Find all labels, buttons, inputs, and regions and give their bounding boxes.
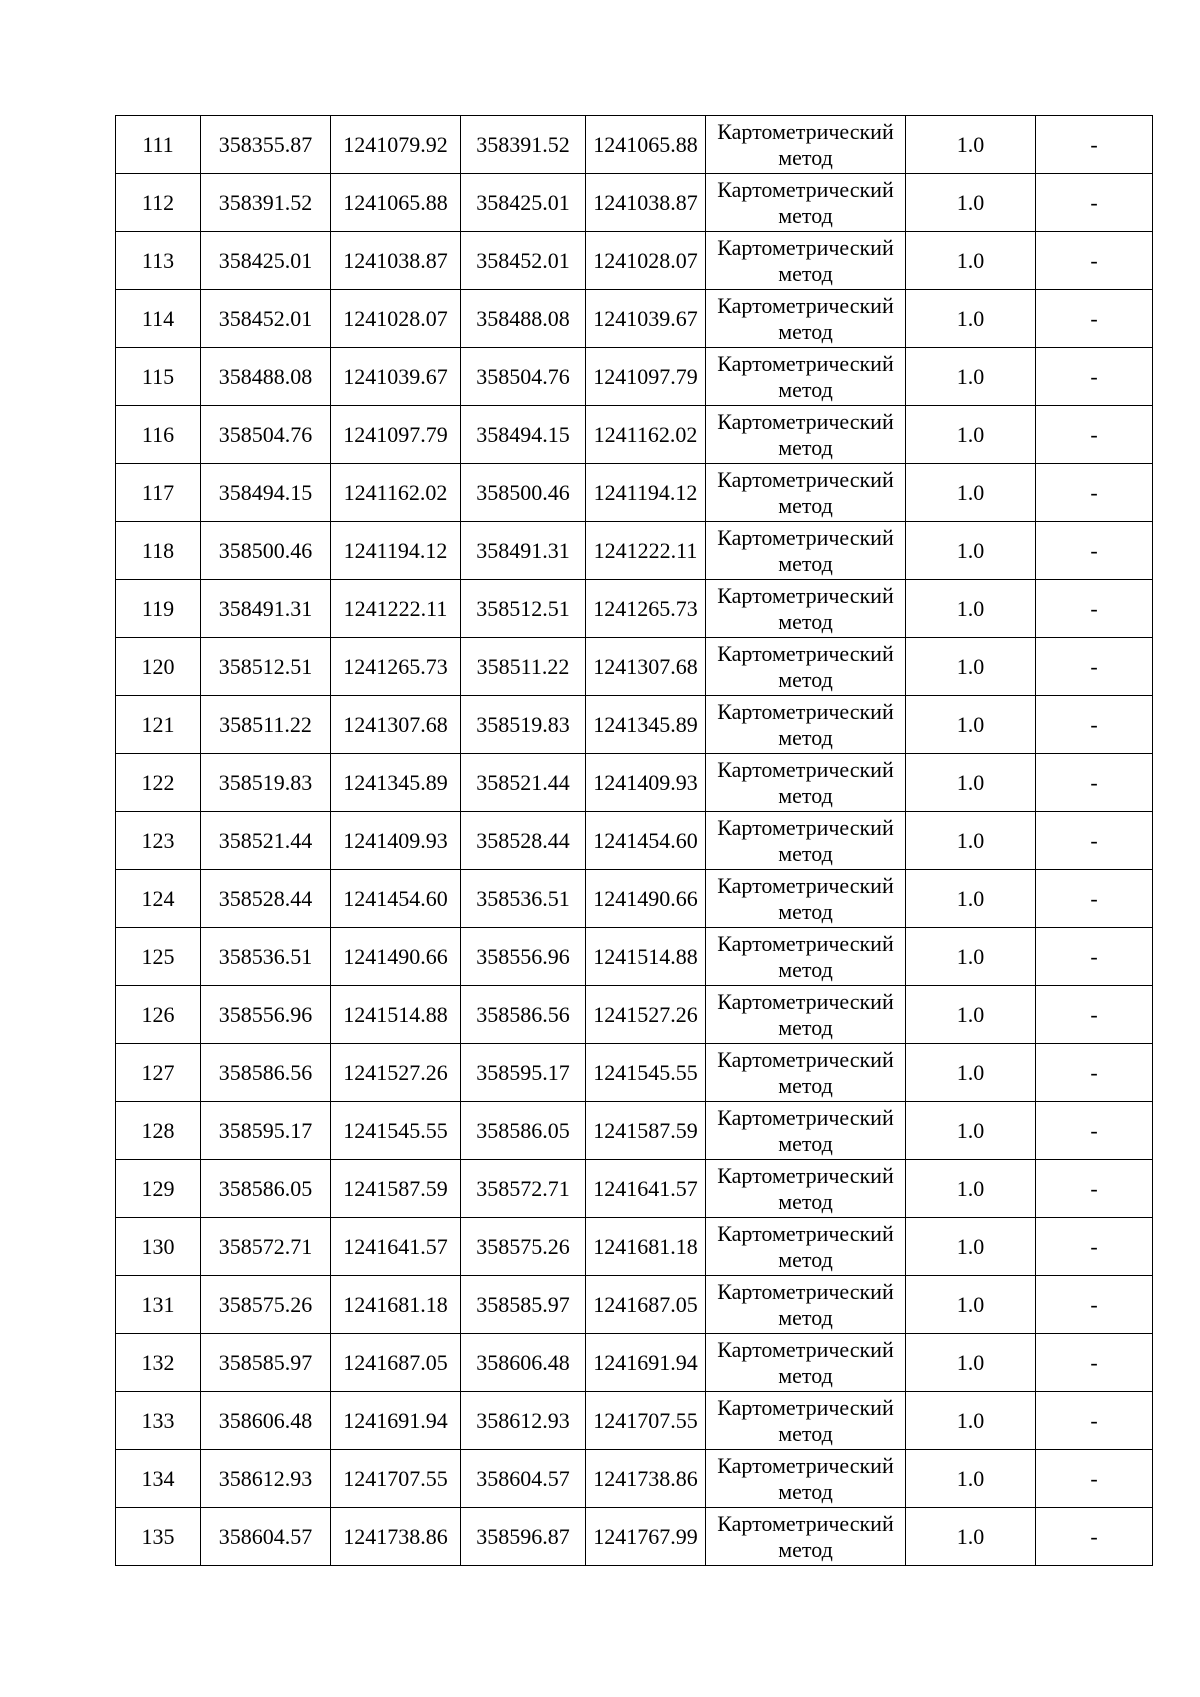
cell-method xyxy=(706,812,906,870)
cell-accuracy: 1.0 xyxy=(906,1392,1036,1450)
cell-method xyxy=(706,174,906,232)
cell-x-end: 358536.51 xyxy=(461,870,586,928)
method-line-1: Картометрический xyxy=(717,1510,894,1536)
method-line-2: метод xyxy=(778,1188,833,1214)
cell-y-end: 1241345.89 xyxy=(586,696,706,754)
table-row xyxy=(116,986,1153,1044)
cell-x-end: 358586.05 xyxy=(461,1102,586,1160)
cell-note: - xyxy=(1036,406,1153,464)
cell-y-start: 1241097.79 xyxy=(331,406,461,464)
cell-x-end: 358528.44 xyxy=(461,812,586,870)
method-line-2: метод xyxy=(778,550,833,576)
method-line-2: метод xyxy=(778,956,833,982)
cell-y-end: 1241545.55 xyxy=(586,1044,706,1102)
cell-y-start: 1241707.55 xyxy=(331,1450,461,1508)
cell-note: - xyxy=(1036,1276,1153,1334)
cell-point-number: 112 xyxy=(116,174,201,232)
method-line-1: Картометрический xyxy=(717,524,894,550)
cell-note: - xyxy=(1036,870,1153,928)
cell-note: - xyxy=(1036,1102,1153,1160)
table-row xyxy=(116,116,1153,174)
cell-x-end: 358391.52 xyxy=(461,116,586,174)
cell-x-end: 358586.56 xyxy=(461,986,586,1044)
cell-y-end: 1241687.05 xyxy=(586,1276,706,1334)
cell-y-end: 1241162.02 xyxy=(586,406,706,464)
table-row xyxy=(116,696,1153,754)
method-line-1: Картометрический xyxy=(717,1278,894,1304)
cell-x-end: 358572.71 xyxy=(461,1160,586,1218)
cell-method xyxy=(706,1508,906,1566)
cell-y-end: 1241454.60 xyxy=(586,812,706,870)
cell-method xyxy=(706,1102,906,1160)
method-line-2: метод xyxy=(778,434,833,460)
table-row xyxy=(116,1334,1153,1392)
cell-note: - xyxy=(1036,1508,1153,1566)
cell-y-end: 1241514.88 xyxy=(586,928,706,986)
cell-y-start: 1241545.55 xyxy=(331,1102,461,1160)
cell-method xyxy=(706,1334,906,1392)
cell-y-start: 1241162.02 xyxy=(331,464,461,522)
cell-method xyxy=(706,638,906,696)
cell-y-end: 1241307.68 xyxy=(586,638,706,696)
cell-x-start: 358595.17 xyxy=(201,1102,331,1160)
method-line-1: Картометрический xyxy=(717,640,894,666)
cell-method xyxy=(706,1392,906,1450)
method-line-2: метод xyxy=(778,1536,833,1562)
method-line-2: метод xyxy=(778,1362,833,1388)
cell-point-number: 133 xyxy=(116,1392,201,1450)
cell-method xyxy=(706,116,906,174)
method-line-1: Картометрический xyxy=(717,118,894,144)
cell-y-start: 1241307.68 xyxy=(331,696,461,754)
cell-note: - xyxy=(1036,1160,1153,1218)
cell-method xyxy=(706,986,906,1044)
cell-accuracy: 1.0 xyxy=(906,1334,1036,1392)
table-row xyxy=(116,1160,1153,1218)
method-line-2: метод xyxy=(778,666,833,692)
method-line-2: метод xyxy=(778,1478,833,1504)
table-row xyxy=(116,174,1153,232)
cell-accuracy: 1.0 xyxy=(906,638,1036,696)
method-line-2: метод xyxy=(778,318,833,344)
cell-x-end: 358519.83 xyxy=(461,696,586,754)
table-row xyxy=(116,812,1153,870)
cell-x-start: 358556.96 xyxy=(201,986,331,1044)
method-line-2: метод xyxy=(778,898,833,924)
cell-x-end: 358606.48 xyxy=(461,1334,586,1392)
cell-note: - xyxy=(1036,928,1153,986)
method-line-1: Картометрический xyxy=(717,930,894,956)
cell-accuracy: 1.0 xyxy=(906,754,1036,812)
cell-x-end: 358595.17 xyxy=(461,1044,586,1102)
cell-point-number: 116 xyxy=(116,406,201,464)
cell-x-start: 358604.57 xyxy=(201,1508,331,1566)
cell-method xyxy=(706,1450,906,1508)
table-row xyxy=(116,1102,1153,1160)
cell-method xyxy=(706,464,906,522)
cell-point-number: 125 xyxy=(116,928,201,986)
cell-method xyxy=(706,1218,906,1276)
method-line-1: Картометрический xyxy=(717,698,894,724)
cell-y-end: 1241222.11 xyxy=(586,522,706,580)
cell-method xyxy=(706,928,906,986)
method-line-1: Картометрический xyxy=(717,176,894,202)
cell-y-start: 1241641.57 xyxy=(331,1218,461,1276)
cell-accuracy: 1.0 xyxy=(906,1276,1036,1334)
method-line-1: Картометрический xyxy=(717,1336,894,1362)
cell-point-number: 135 xyxy=(116,1508,201,1566)
cell-x-start: 358355.87 xyxy=(201,116,331,174)
cell-note: - xyxy=(1036,812,1153,870)
cell-point-number: 129 xyxy=(116,1160,201,1218)
cell-x-start: 358572.71 xyxy=(201,1218,331,1276)
cell-method xyxy=(706,696,906,754)
cell-y-start: 1241691.94 xyxy=(331,1392,461,1450)
cell-method xyxy=(706,1160,906,1218)
method-line-1: Картометрический xyxy=(717,1220,894,1246)
cell-accuracy: 1.0 xyxy=(906,696,1036,754)
cell-note: - xyxy=(1036,696,1153,754)
cell-y-end: 1241194.12 xyxy=(586,464,706,522)
method-line-2: метод xyxy=(778,608,833,634)
table-row xyxy=(116,232,1153,290)
document-page xyxy=(115,115,1152,1566)
cell-accuracy: 1.0 xyxy=(906,1102,1036,1160)
cell-y-start: 1241265.73 xyxy=(331,638,461,696)
cell-note: - xyxy=(1036,986,1153,1044)
cell-y-end: 1241707.55 xyxy=(586,1392,706,1450)
cell-method xyxy=(706,290,906,348)
method-line-2: метод xyxy=(778,1014,833,1040)
cell-x-end: 358504.76 xyxy=(461,348,586,406)
cell-accuracy: 1.0 xyxy=(906,116,1036,174)
cell-y-start: 1241490.66 xyxy=(331,928,461,986)
cell-note: - xyxy=(1036,290,1153,348)
cell-x-start: 358521.44 xyxy=(201,812,331,870)
table-row xyxy=(116,1276,1153,1334)
method-line-2: метод xyxy=(778,1304,833,1330)
method-line-2: метод xyxy=(778,144,833,170)
method-line-2: метод xyxy=(778,202,833,228)
cell-x-end: 358494.15 xyxy=(461,406,586,464)
cell-y-start: 1241587.59 xyxy=(331,1160,461,1218)
cell-note: - xyxy=(1036,232,1153,290)
cell-y-start: 1241409.93 xyxy=(331,812,461,870)
cell-y-start: 1241345.89 xyxy=(331,754,461,812)
cell-x-end: 358488.08 xyxy=(461,290,586,348)
cell-note: - xyxy=(1036,580,1153,638)
cell-note: - xyxy=(1036,1218,1153,1276)
cell-accuracy: 1.0 xyxy=(906,580,1036,638)
cell-accuracy: 1.0 xyxy=(906,1044,1036,1102)
method-line-1: Картометрический xyxy=(717,1162,894,1188)
cell-method xyxy=(706,870,906,928)
cell-point-number: 124 xyxy=(116,870,201,928)
cell-x-end: 358511.22 xyxy=(461,638,586,696)
cell-x-end: 358585.97 xyxy=(461,1276,586,1334)
cell-method xyxy=(706,1044,906,1102)
cell-x-end: 358425.01 xyxy=(461,174,586,232)
cell-accuracy: 1.0 xyxy=(906,1508,1036,1566)
cell-x-start: 358585.97 xyxy=(201,1334,331,1392)
cell-x-end: 358491.31 xyxy=(461,522,586,580)
method-line-1: Картометрический xyxy=(717,408,894,434)
method-line-2: метод xyxy=(778,840,833,866)
table-row xyxy=(116,928,1153,986)
cell-y-end: 1241738.86 xyxy=(586,1450,706,1508)
cell-x-start: 358575.26 xyxy=(201,1276,331,1334)
cell-note: - xyxy=(1036,1334,1153,1392)
cell-y-end: 1241265.73 xyxy=(586,580,706,638)
cell-accuracy: 1.0 xyxy=(906,232,1036,290)
cell-x-start: 358500.46 xyxy=(201,522,331,580)
cell-method xyxy=(706,1276,906,1334)
method-line-1: Картометрический xyxy=(717,234,894,260)
cell-accuracy: 1.0 xyxy=(906,522,1036,580)
cell-x-start: 358519.83 xyxy=(201,754,331,812)
cell-x-start: 358504.76 xyxy=(201,406,331,464)
cell-y-start: 1241527.26 xyxy=(331,1044,461,1102)
cell-point-number: 122 xyxy=(116,754,201,812)
cell-x-start: 358512.51 xyxy=(201,638,331,696)
table-row xyxy=(116,754,1153,812)
method-line-2: метод xyxy=(778,1246,833,1272)
cell-y-end: 1241527.26 xyxy=(586,986,706,1044)
cell-note: - xyxy=(1036,522,1153,580)
cell-x-end: 358521.44 xyxy=(461,754,586,812)
cell-y-end: 1241691.94 xyxy=(586,1334,706,1392)
method-line-2: метод xyxy=(778,782,833,808)
cell-y-start: 1241039.67 xyxy=(331,348,461,406)
method-line-1: Картометрический xyxy=(717,1104,894,1130)
cell-x-start: 358606.48 xyxy=(201,1392,331,1450)
table-row xyxy=(116,580,1153,638)
cell-x-end: 358604.57 xyxy=(461,1450,586,1508)
cell-point-number: 127 xyxy=(116,1044,201,1102)
cell-x-start: 358528.44 xyxy=(201,870,331,928)
cell-x-end: 358556.96 xyxy=(461,928,586,986)
cell-point-number: 134 xyxy=(116,1450,201,1508)
method-line-2: метод xyxy=(778,1420,833,1446)
cell-accuracy: 1.0 xyxy=(906,290,1036,348)
cell-x-end: 358612.93 xyxy=(461,1392,586,1450)
coordinates-table xyxy=(115,115,1153,1566)
cell-x-end: 358500.46 xyxy=(461,464,586,522)
cell-y-start: 1241687.05 xyxy=(331,1334,461,1392)
cell-x-start: 358511.22 xyxy=(201,696,331,754)
cell-point-number: 114 xyxy=(116,290,201,348)
cell-x-start: 358586.05 xyxy=(201,1160,331,1218)
cell-accuracy: 1.0 xyxy=(906,406,1036,464)
cell-y-start: 1241454.60 xyxy=(331,870,461,928)
method-line-1: Картометрический xyxy=(717,1046,894,1072)
cell-point-number: 115 xyxy=(116,348,201,406)
cell-y-end: 1241097.79 xyxy=(586,348,706,406)
method-line-1: Картометрический xyxy=(717,872,894,898)
table-row xyxy=(116,638,1153,696)
method-line-2: метод xyxy=(778,260,833,286)
table-body xyxy=(116,116,1153,1566)
cell-note: - xyxy=(1036,116,1153,174)
cell-x-start: 358586.56 xyxy=(201,1044,331,1102)
table-row xyxy=(116,1508,1153,1566)
cell-y-end: 1241039.67 xyxy=(586,290,706,348)
method-line-1: Картометрический xyxy=(717,350,894,376)
cell-note: - xyxy=(1036,1450,1153,1508)
cell-y-end: 1241028.07 xyxy=(586,232,706,290)
cell-y-start: 1241194.12 xyxy=(331,522,461,580)
method-line-2: метод xyxy=(778,376,833,402)
cell-y-end: 1241490.66 xyxy=(586,870,706,928)
cell-x-start: 358536.51 xyxy=(201,928,331,986)
cell-method xyxy=(706,580,906,638)
cell-y-start: 1241028.07 xyxy=(331,290,461,348)
cell-note: - xyxy=(1036,174,1153,232)
cell-accuracy: 1.0 xyxy=(906,986,1036,1044)
method-line-2: метод xyxy=(778,724,833,750)
method-line-2: метод xyxy=(778,492,833,518)
table-row xyxy=(116,1450,1153,1508)
cell-y-end: 1241681.18 xyxy=(586,1218,706,1276)
table-row xyxy=(116,406,1153,464)
method-line-2: метод xyxy=(778,1072,833,1098)
cell-y-start: 1241681.18 xyxy=(331,1276,461,1334)
cell-method xyxy=(706,348,906,406)
cell-point-number: 123 xyxy=(116,812,201,870)
cell-x-end: 358596.87 xyxy=(461,1508,586,1566)
cell-y-start: 1241038.87 xyxy=(331,232,461,290)
cell-note: - xyxy=(1036,348,1153,406)
cell-y-end: 1241767.99 xyxy=(586,1508,706,1566)
cell-accuracy: 1.0 xyxy=(906,870,1036,928)
method-line-2: метод xyxy=(778,1130,833,1156)
cell-point-number: 117 xyxy=(116,464,201,522)
cell-accuracy: 1.0 xyxy=(906,348,1036,406)
table-row xyxy=(116,290,1153,348)
cell-x-end: 358512.51 xyxy=(461,580,586,638)
cell-y-end: 1241587.59 xyxy=(586,1102,706,1160)
cell-y-end: 1241065.88 xyxy=(586,116,706,174)
cell-point-number: 126 xyxy=(116,986,201,1044)
cell-y-start: 1241065.88 xyxy=(331,174,461,232)
cell-method xyxy=(706,754,906,812)
cell-y-start: 1241738.86 xyxy=(331,1508,461,1566)
cell-y-end: 1241038.87 xyxy=(586,174,706,232)
cell-point-number: 121 xyxy=(116,696,201,754)
cell-point-number: 111 xyxy=(116,116,201,174)
cell-accuracy: 1.0 xyxy=(906,928,1036,986)
cell-method xyxy=(706,406,906,464)
cell-note: - xyxy=(1036,464,1153,522)
cell-x-start: 358391.52 xyxy=(201,174,331,232)
table-row xyxy=(116,464,1153,522)
cell-x-start: 358425.01 xyxy=(201,232,331,290)
cell-point-number: 130 xyxy=(116,1218,201,1276)
cell-method xyxy=(706,232,906,290)
method-line-1: Картометрический xyxy=(717,814,894,840)
cell-x-start: 358494.15 xyxy=(201,464,331,522)
method-line-1: Картометрический xyxy=(717,292,894,318)
cell-point-number: 128 xyxy=(116,1102,201,1160)
cell-x-end: 358575.26 xyxy=(461,1218,586,1276)
cell-note: - xyxy=(1036,1392,1153,1450)
cell-point-number: 119 xyxy=(116,580,201,638)
cell-x-start: 358488.08 xyxy=(201,348,331,406)
cell-point-number: 131 xyxy=(116,1276,201,1334)
method-line-1: Картометрический xyxy=(717,1394,894,1420)
cell-x-end: 358452.01 xyxy=(461,232,586,290)
cell-accuracy: 1.0 xyxy=(906,1218,1036,1276)
cell-note: - xyxy=(1036,754,1153,812)
cell-x-start: 358491.31 xyxy=(201,580,331,638)
cell-accuracy: 1.0 xyxy=(906,174,1036,232)
method-line-1: Картометрический xyxy=(717,1452,894,1478)
cell-x-start: 358612.93 xyxy=(201,1450,331,1508)
table-row xyxy=(116,1044,1153,1102)
cell-point-number: 118 xyxy=(116,522,201,580)
cell-y-start: 1241079.92 xyxy=(331,116,461,174)
method-line-1: Картометрический xyxy=(717,756,894,782)
table-row xyxy=(116,348,1153,406)
table-row xyxy=(116,522,1153,580)
cell-point-number: 132 xyxy=(116,1334,201,1392)
method-line-1: Картометрический xyxy=(717,582,894,608)
cell-point-number: 120 xyxy=(116,638,201,696)
cell-accuracy: 1.0 xyxy=(906,1450,1036,1508)
cell-y-end: 1241641.57 xyxy=(586,1160,706,1218)
table-row xyxy=(116,870,1153,928)
method-line-1: Картометрический xyxy=(717,466,894,492)
cell-accuracy: 1.0 xyxy=(906,1160,1036,1218)
cell-accuracy: 1.0 xyxy=(906,812,1036,870)
cell-accuracy: 1.0 xyxy=(906,464,1036,522)
method-line-1: Картометрический xyxy=(717,988,894,1014)
cell-point-number: 113 xyxy=(116,232,201,290)
table-row xyxy=(116,1218,1153,1276)
cell-y-start: 1241514.88 xyxy=(331,986,461,1044)
cell-note: - xyxy=(1036,638,1153,696)
table-row xyxy=(116,1392,1153,1450)
cell-note: - xyxy=(1036,1044,1153,1102)
cell-method xyxy=(706,522,906,580)
cell-y-start: 1241222.11 xyxy=(331,580,461,638)
cell-x-start: 358452.01 xyxy=(201,290,331,348)
cell-y-end: 1241409.93 xyxy=(586,754,706,812)
